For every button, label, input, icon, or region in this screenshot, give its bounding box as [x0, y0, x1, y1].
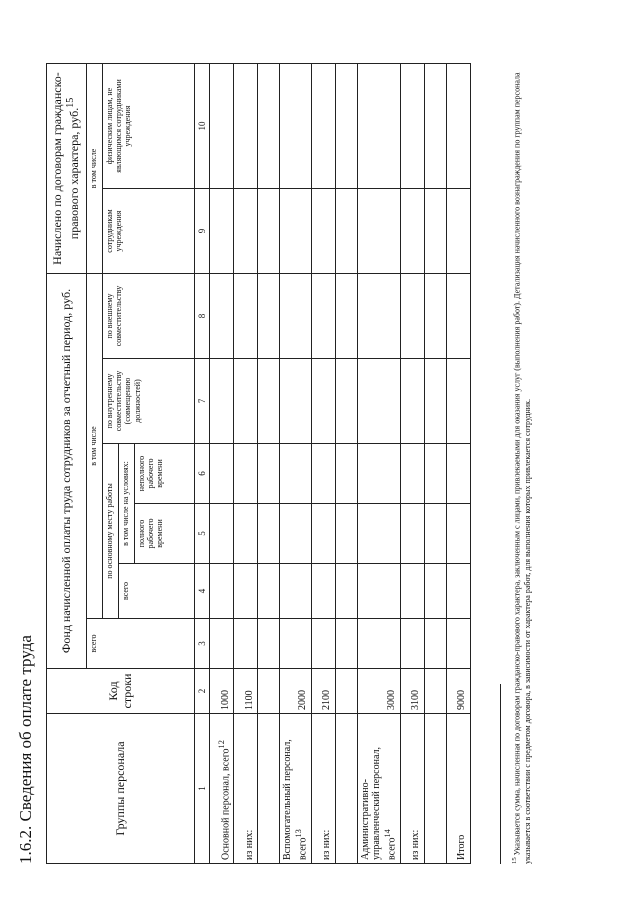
empty-cell — [258, 504, 280, 564]
table-row — [311, 63, 335, 863]
empty-cell — [424, 619, 446, 669]
empty-cell — [357, 504, 400, 564]
empty-cell — [258, 189, 280, 274]
header-accrued-text: Начислено по договорам гражданско-правового характера, руб. — [50, 72, 81, 265]
table-row — [424, 63, 446, 863]
table-row — [258, 63, 280, 863]
row-label-text: Итого — [456, 834, 467, 860]
footnote-text: Указывается сумма, начисленная по договорам гражданско-правового характера, заключенным с лицами, привлекаемыми для оказания услуг (выполнения работ). Детализация начисленного вознаграждения по группам персонала указывается в соответствии с предметом договора, в зависимости от характера работ, для выполнения которых привлекается сотрудник. — [512, 72, 533, 864]
header-employees: сотрудникам учреждения — [103, 189, 195, 274]
empty-cell — [258, 619, 280, 669]
empty-cell — [335, 444, 357, 504]
empty-cell — [258, 564, 280, 619]
empty-cell — [446, 444, 470, 504]
empty-cell — [424, 63, 446, 188]
empty-cell — [210, 504, 234, 564]
row-label-sup: 13 — [293, 829, 303, 838]
empty-cell — [357, 359, 400, 444]
table-row — [446, 63, 470, 863]
empty-cell — [311, 63, 335, 188]
col-number: 4 — [195, 564, 210, 619]
empty-cell — [357, 189, 400, 274]
empty-cell — [234, 504, 258, 564]
header-in-that: в том числе — [87, 274, 103, 619]
empty-cell — [424, 504, 446, 564]
empty-cell — [311, 359, 335, 444]
empty-cell — [234, 619, 258, 669]
empty-cell — [311, 444, 335, 504]
row-label — [335, 714, 357, 864]
empty-cell — [424, 274, 446, 359]
col-number: 5 — [195, 504, 210, 564]
row-label — [210, 714, 234, 864]
col-number: 6 — [195, 444, 210, 504]
empty-cell — [335, 63, 357, 188]
empty-cell — [400, 359, 424, 444]
row-label-text: из них: — [321, 829, 333, 860]
empty-cell — [446, 504, 470, 564]
col-number: 3 — [195, 619, 210, 669]
empty-cell — [424, 444, 446, 504]
empty-cell — [210, 359, 234, 444]
header-code: Код строки — [47, 669, 195, 714]
empty-cell — [400, 189, 424, 274]
empty-cell — [234, 63, 258, 188]
row-label — [234, 714, 258, 864]
empty-cell — [357, 274, 400, 359]
empty-cell — [280, 504, 311, 564]
row-code — [335, 669, 357, 714]
column-numbers-row — [195, 63, 210, 863]
empty-cell — [258, 444, 280, 504]
row-label-text: из них: — [410, 829, 421, 860]
footnote-divider — [500, 684, 501, 864]
header-part-time: неполного рабочего времени — [135, 444, 195, 504]
header-accrued — [47, 63, 87, 273]
empty-cell — [357, 63, 400, 188]
empty-cell — [258, 274, 280, 359]
empty-cell — [446, 564, 470, 619]
header-conditions: в том числе на условиях: — [119, 444, 135, 564]
col-number: 1 — [195, 714, 210, 864]
empty-cell — [335, 274, 357, 359]
row-label — [400, 714, 424, 864]
empty-cell — [446, 619, 470, 669]
empty-cell — [280, 444, 311, 504]
header-individuals: физическим лицам, не являющимся сотрудниками учреждения — [103, 63, 195, 188]
table-body — [210, 63, 470, 863]
table-row — [280, 63, 311, 863]
empty-cell — [446, 63, 470, 188]
row-code: 3100 — [400, 669, 424, 714]
empty-cell — [400, 564, 424, 619]
row-code — [258, 669, 280, 714]
col-number: 8 — [195, 274, 210, 359]
empty-cell — [234, 359, 258, 444]
row-label-text: Вспомогательный персонал, всего — [282, 739, 309, 860]
empty-cell — [210, 619, 234, 669]
empty-cell — [400, 619, 424, 669]
empty-cell — [210, 274, 234, 359]
row-code: 2100 — [311, 669, 335, 714]
row-label — [424, 714, 446, 864]
row-label-text: Административно-управленческий персонал, всего — [359, 747, 397, 860]
empty-cell — [400, 63, 424, 188]
footnote-mark: 15 — [511, 857, 518, 864]
empty-cell — [424, 359, 446, 444]
col-number: 10 — [195, 63, 210, 188]
row-code: 3000 — [357, 669, 400, 714]
row-label — [446, 714, 470, 864]
empty-cell — [400, 444, 424, 504]
row-label — [311, 714, 335, 864]
header-groups: Группы персонала — [47, 714, 195, 864]
salary-table — [46, 63, 471, 864]
row-code: 2000 — [280, 669, 311, 714]
header-full-time: полного рабочего времени — [135, 504, 195, 564]
empty-cell — [280, 564, 311, 619]
empty-cell — [357, 619, 400, 669]
row-label-text: из них: — [243, 829, 255, 860]
empty-cell — [258, 63, 280, 188]
empty-cell — [311, 189, 335, 274]
row-label-text: Основной персонал, всего — [219, 748, 231, 860]
row-label — [357, 714, 400, 864]
empty-cell — [311, 619, 335, 669]
col-number: 9 — [195, 189, 210, 274]
empty-cell — [446, 189, 470, 274]
header-internal: по внутреннему совместительству (совмещению должностей) — [103, 359, 195, 444]
empty-cell — [280, 619, 311, 669]
empty-cell — [335, 564, 357, 619]
empty-cell — [424, 189, 446, 274]
row-code: 1100 — [234, 669, 258, 714]
empty-cell — [424, 564, 446, 619]
header-fund: Фонд начисленной оплаты труда сотрудников за отчетный период, руб. — [47, 274, 87, 669]
row-label-sup: 14 — [382, 829, 392, 838]
empty-cell — [335, 359, 357, 444]
empty-cell — [280, 189, 311, 274]
table-row — [210, 63, 234, 863]
header-total-2: всего — [119, 564, 195, 619]
empty-cell — [357, 564, 400, 619]
empty-cell — [400, 504, 424, 564]
table-row — [357, 63, 400, 863]
empty-cell — [234, 189, 258, 274]
empty-cell — [234, 444, 258, 504]
header-external: по внешнему совместительству — [103, 274, 195, 359]
empty-cell — [210, 564, 234, 619]
row-label — [280, 714, 311, 864]
empty-cell — [335, 619, 357, 669]
empty-cell — [311, 274, 335, 359]
empty-cell — [335, 504, 357, 564]
row-code: 1000 — [210, 669, 234, 714]
empty-cell — [210, 189, 234, 274]
row-label — [258, 714, 280, 864]
row-label-sup: 12 — [216, 740, 226, 749]
empty-cell — [400, 274, 424, 359]
empty-cell — [446, 359, 470, 444]
empty-cell — [357, 444, 400, 504]
empty-cell — [335, 189, 357, 274]
empty-cell — [280, 274, 311, 359]
empty-cell — [210, 63, 234, 188]
empty-cell — [234, 274, 258, 359]
col-number: 7 — [195, 359, 210, 444]
empty-cell — [280, 63, 311, 188]
row-code — [424, 669, 446, 714]
header-total: всего — [87, 619, 195, 669]
empty-cell — [311, 504, 335, 564]
table-row — [335, 63, 357, 863]
table-row — [234, 63, 258, 863]
empty-cell — [446, 274, 470, 359]
header-in-that-2: в том числе — [87, 63, 103, 273]
page-title: 1.6.2. Сведения об оплате труда — [16, 635, 35, 864]
empty-cell — [234, 564, 258, 619]
col-number: 2 — [195, 669, 210, 714]
footnote — [510, 64, 534, 864]
empty-cell — [311, 564, 335, 619]
row-code: 9000 — [446, 669, 470, 714]
empty-cell — [280, 359, 311, 444]
header-accrued-sup: 15 — [65, 97, 76, 108]
empty-cell — [258, 359, 280, 444]
header-main-place: по основному месту работы — [103, 444, 119, 619]
table-row — [400, 63, 424, 863]
empty-cell — [210, 444, 234, 504]
